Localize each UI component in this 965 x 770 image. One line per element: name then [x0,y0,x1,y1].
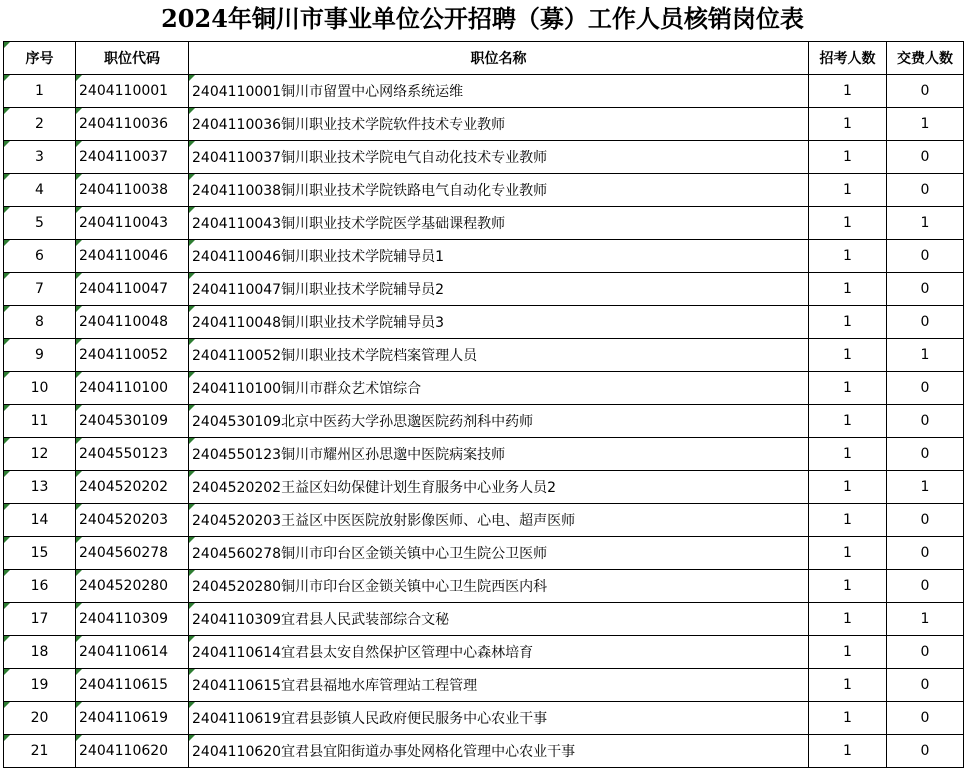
cell-seq: 21 [4,735,76,768]
cell-paid: 0 [887,372,964,405]
table-row [4,306,964,339]
cell-paid: 0 [887,537,964,570]
cell-code: 2404110620 [76,735,189,768]
cell-name: 2404110620宜君县宜阳街道办事处网格化管理中心农业干事 [189,735,809,768]
cell-name: 2404110100铜川市群众艺术馆综合 [189,372,809,405]
cell-paid: 1 [887,471,964,504]
cell-seq: 12 [4,438,76,471]
cell-seq: 16 [4,570,76,603]
cell-code: 2404560278 [76,537,189,570]
cell-code: 2404110100 [76,372,189,405]
cell-name: 2404110001铜川市留置中心网络系统运维 [189,75,809,108]
header-paid: 交费人数 [887,42,964,75]
cell-seq: 10 [4,372,76,405]
table-row [4,438,964,471]
cell-paid: 0 [887,438,964,471]
cell-recruit: 1 [809,75,887,108]
cell-recruit: 1 [809,207,887,240]
cell-seq: 15 [4,537,76,570]
cell-code: 2404110048 [76,306,189,339]
table-row [4,702,964,735]
table-row [4,372,964,405]
cell-paid: 0 [887,702,964,735]
table-row [4,273,964,306]
cell-code: 2404110614 [76,636,189,669]
table-row [4,636,964,669]
cell-code: 2404110046 [76,240,189,273]
table-row [4,108,964,141]
table-row [4,75,964,108]
cell-code: 2404110309 [76,603,189,636]
cell-code: 2404550123 [76,438,189,471]
cell-name: 2404110043铜川职业技术学院医学基础课程教师 [189,207,809,240]
page-title: 2024年铜川市事业单位公开招聘（募）工作人员核销岗位表 [161,4,804,33]
table-row [4,537,964,570]
table-row [4,471,964,504]
header-recruit: 招考人数 [809,42,887,75]
cell-paid: 0 [887,306,964,339]
cell-paid: 0 [887,669,964,702]
cell-code: 2404530109 [76,405,189,438]
cell-name: 2404110615宜君县福地水库管理站工程管理 [189,669,809,702]
cell-recruit: 1 [809,438,887,471]
table-row [4,669,964,702]
cell-paid: 0 [887,405,964,438]
cell-name: 2404110038铜川职业技术学院铁路电气自动化专业教师 [189,174,809,207]
positions-table [3,41,964,768]
cell-recruit: 1 [809,669,887,702]
cell-recruit: 1 [809,141,887,174]
cell-name: 2404520202王益区妇幼保健计划生育服务中心业务人员2 [189,471,809,504]
header-name: 职位名称 [189,42,809,75]
cell-seq: 14 [4,504,76,537]
cell-recruit: 1 [809,471,887,504]
cell-recruit: 1 [809,273,887,306]
cell-seq: 2 [4,108,76,141]
header-code: 职位代码 [76,42,189,75]
cell-paid: 1 [887,339,964,372]
cell-recruit: 1 [809,405,887,438]
table-row [4,339,964,372]
cell-paid: 0 [887,570,964,603]
cell-recruit: 1 [809,339,887,372]
cell-paid: 0 [887,75,964,108]
cell-name: 2404110037铜川职业技术学院电气自动化技术专业教师 [189,141,809,174]
cell-name: 2404110619宜君县彭镇人民政府便民服务中心农业干事 [189,702,809,735]
cell-code: 2404110036 [76,108,189,141]
cell-code: 2404110037 [76,141,189,174]
cell-seq: 3 [4,141,76,174]
table-row [4,405,964,438]
cell-seq: 6 [4,240,76,273]
cell-code: 2404110047 [76,273,189,306]
cell-seq: 19 [4,669,76,702]
cell-paid: 1 [887,108,964,141]
table-row [4,504,964,537]
cell-paid: 0 [887,273,964,306]
cell-recruit: 1 [809,240,887,273]
cell-seq: 8 [4,306,76,339]
cell-recruit: 1 [809,735,887,768]
cell-paid: 0 [887,141,964,174]
table-row [4,141,964,174]
cell-code: 2404110619 [76,702,189,735]
table-row [4,603,964,636]
table-row [4,570,964,603]
cell-name: 2404110309宜君县人民武装部综合文秘 [189,603,809,636]
header-seq: 序号 [4,42,76,75]
table-body [4,75,964,768]
cell-name: 2404560278铜川市印台区金锁关镇中心卫生院公卫医师 [189,537,809,570]
table-row [4,240,964,273]
cell-recruit: 1 [809,504,887,537]
cell-recruit: 1 [809,636,887,669]
cell-name: 2404530109北京中医药大学孙思邈医院药剂科中药师 [189,405,809,438]
cell-code: 2404520203 [76,504,189,537]
cell-seq: 5 [4,207,76,240]
cell-code: 2404520280 [76,570,189,603]
cell-paid: 1 [887,603,964,636]
cell-code: 2404110052 [76,339,189,372]
cell-seq: 9 [4,339,76,372]
cell-name: 2404110046铜川职业技术学院辅导员1 [189,240,809,273]
cell-seq: 7 [4,273,76,306]
cell-name: 2404110036铜川职业技术学院软件技术专业教师 [189,108,809,141]
cell-code: 2404110001 [76,75,189,108]
cell-recruit: 1 [809,306,887,339]
cell-recruit: 1 [809,174,887,207]
cell-seq: 4 [4,174,76,207]
cell-recruit: 1 [809,372,887,405]
cell-name: 2404110047铜川职业技术学院辅导员2 [189,273,809,306]
cell-seq: 17 [4,603,76,636]
table-row [4,735,964,768]
cell-seq: 20 [4,702,76,735]
cell-code: 2404110038 [76,174,189,207]
cell-name: 2404520203王益区中医医院放射影像医师、心电、超声医师 [189,504,809,537]
cell-seq: 18 [4,636,76,669]
cell-paid: 0 [887,735,964,768]
cell-paid: 1 [887,207,964,240]
cell-recruit: 1 [809,702,887,735]
cell-code: 2404110615 [76,669,189,702]
table-row [4,174,964,207]
table-header-row [4,42,964,75]
cell-recruit: 1 [809,570,887,603]
cell-name: 2404110048铜川职业技术学院辅导员3 [189,306,809,339]
cell-paid: 0 [887,174,964,207]
cell-recruit: 1 [809,537,887,570]
cell-name: 2404520280铜川市印台区金锁关镇中心卫生院西医内科 [189,570,809,603]
cell-recruit: 1 [809,603,887,636]
cell-name: 2404110614宜君县太安自然保护区管理中心森林培育 [189,636,809,669]
cell-recruit: 1 [809,108,887,141]
table-row [4,207,964,240]
cell-name: 2404110052铜川职业技术学院档案管理人员 [189,339,809,372]
cell-name: 2404550123铜川市耀州区孙思邈中医院病案技师 [189,438,809,471]
cell-code: 2404110043 [76,207,189,240]
cell-paid: 0 [887,504,964,537]
cell-paid: 0 [887,240,964,273]
cell-code: 2404520202 [76,471,189,504]
cell-paid: 0 [887,636,964,669]
cell-seq: 13 [4,471,76,504]
cell-seq: 1 [4,75,76,108]
cell-seq: 11 [4,405,76,438]
